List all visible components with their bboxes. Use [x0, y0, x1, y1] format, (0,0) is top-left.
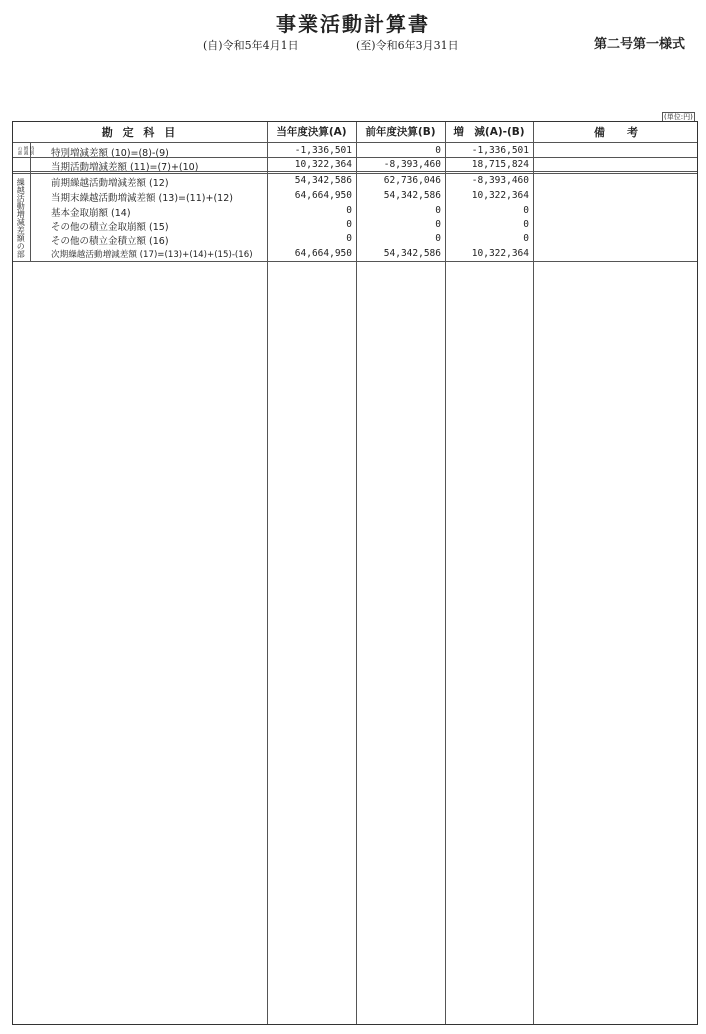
- row-previous: 62,736,046: [383, 175, 441, 186]
- row-label: 基本金取崩額 (14): [51, 208, 131, 219]
- row-current: 64,664,950: [294, 248, 352, 259]
- row-diff: 18,715,824: [471, 159, 529, 170]
- row-previous: 0: [435, 145, 441, 156]
- row-diff: 10,322,364: [471, 248, 529, 259]
- row-diff: 0: [523, 219, 529, 230]
- form-name: 第二号第一様式: [594, 37, 686, 52]
- row-previous: 54,342,586: [383, 248, 441, 259]
- row-previous: 0: [435, 219, 441, 230]
- row-label: 次期繰越活動増減差額 (17)=(13)+(14)+(15)-(16): [51, 250, 253, 260]
- column-divider: [533, 122, 534, 1024]
- row-rule: [13, 261, 697, 262]
- row-diff: 0: [523, 205, 529, 216]
- row-current: 54,342,586: [294, 175, 352, 186]
- row-current: 10,322,364: [294, 159, 352, 170]
- col-header-account: 勘 定 科 目: [101, 126, 179, 139]
- row-current: -1,336,501: [294, 145, 352, 156]
- col-header-diff: 増 減(A)-(B): [453, 126, 525, 138]
- col-header-current: 当年度決算(A): [276, 126, 347, 138]
- document-title: 事業活動計算書: [276, 12, 430, 36]
- row-diff: -8,393,460: [471, 175, 529, 186]
- row-current: 64,664,950: [294, 190, 352, 201]
- row-diff: 0: [523, 233, 529, 244]
- col-header-note: 備 考: [594, 126, 638, 139]
- row-diff: 10,322,364: [471, 190, 529, 201]
- row-previous: 0: [435, 233, 441, 244]
- row-current: 0: [346, 219, 352, 230]
- row-rule: [13, 173, 697, 174]
- row-current: 0: [346, 205, 352, 216]
- period-from: (自)令和5年4月1日: [203, 39, 299, 52]
- row-label: その他の積立金取崩額 (15): [51, 222, 169, 233]
- section-label-carryover: 繰越活動増減差額の部: [16, 178, 26, 258]
- row-previous: 0: [435, 205, 441, 216]
- row-label: その他の積立金積立額 (16): [51, 236, 169, 247]
- header-rule: [13, 142, 697, 143]
- row-diff: -1,336,501: [471, 145, 529, 156]
- col-header-previous: 前年度決算(B): [365, 126, 436, 138]
- unit-label: (単位:円): [664, 113, 693, 121]
- row-previous: -8,393,460: [383, 159, 441, 170]
- row-previous: 54,342,586: [383, 190, 441, 201]
- row-label: 当期末繰越活動増減差額 (13)=(11)+(12): [51, 193, 233, 204]
- period-to: (至)令和6年3月31日: [356, 39, 459, 52]
- row-label: 特別増減差額 (10)=(8)-(9): [51, 148, 169, 159]
- section-divider: [30, 143, 31, 261]
- statement-table: [12, 121, 698, 1025]
- row-current: 0: [346, 233, 352, 244]
- section-label-special: 特別増減の部: [17, 146, 34, 155]
- row-label: 当期活動増減差額 (11)=(7)+(10): [51, 162, 199, 173]
- row-label: 前期繰越活動増減差額 (12): [51, 178, 169, 189]
